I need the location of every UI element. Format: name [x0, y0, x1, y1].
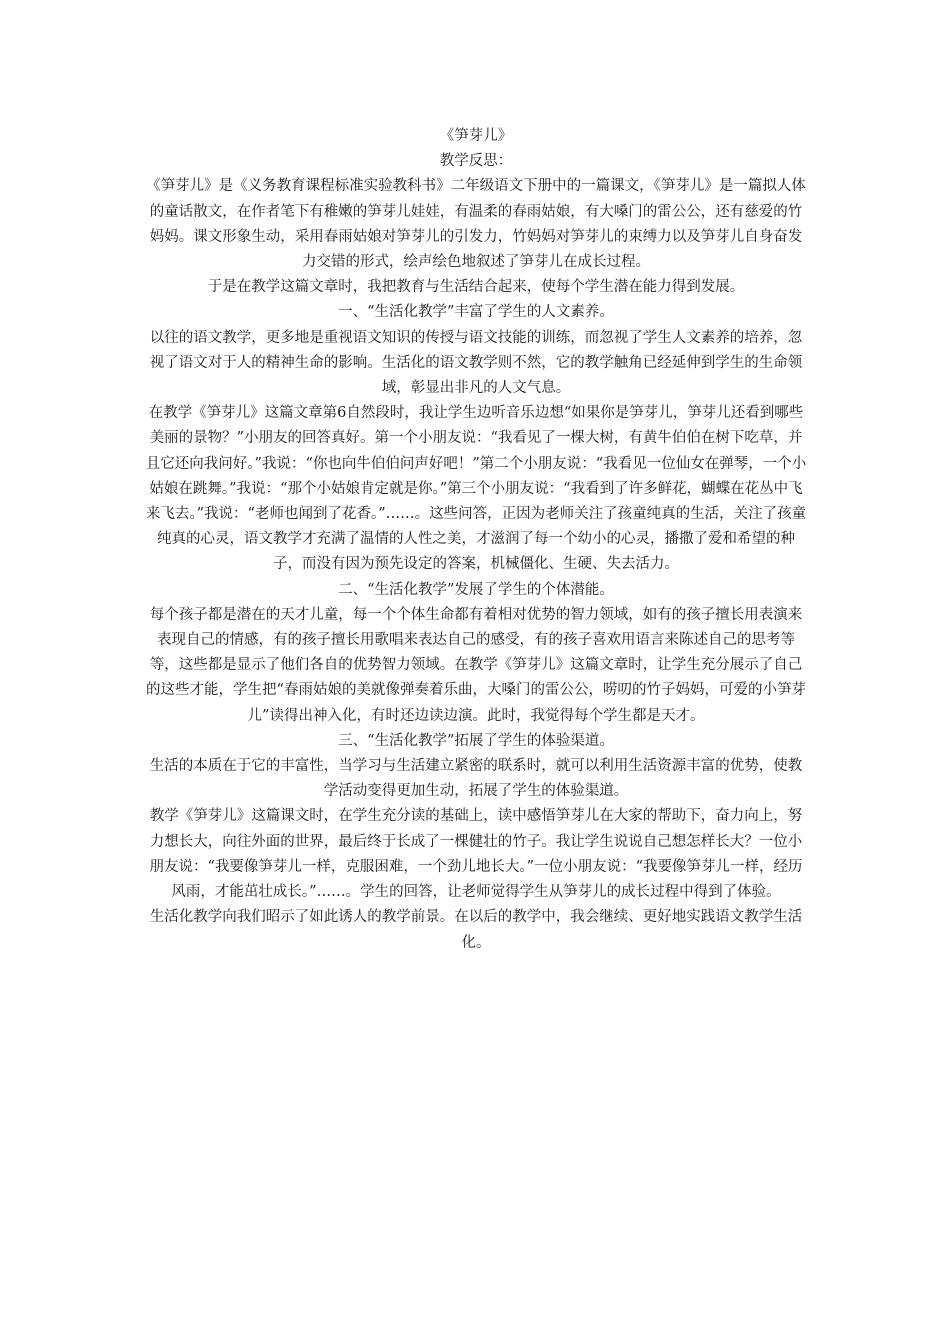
section-1-paragraph-1: 以往的语文教学，更多地是重视语文知识的传授与语文技能的训练，而忽视了学生人文素养的培养，忽视了语文对于人的精神生命的影响。生活化的语文教学则不然，它的教学触角已经延伸到学生的生命领域，彰显出非凡的人文气息。 — [149, 329, 803, 397]
document-subtitle: 教学反思： — [439, 153, 513, 170]
section-3-heading: 三、“生活化教学”拓展了学生的体验渠道。 — [338, 732, 614, 749]
intro-paragraph: 《笋芽儿》是《义务教育课程标准实验教科书》二年级语文下册中的一篇课文，《笋芽儿》是一篇拟人体的童话散文，在作者笔下有稚嫩的笋芽儿娃娃，有温柔的春雨姑娘，有大嗓门的雷公公，还有慈爱的竹妈妈。课文形象生动，采用春雨姑娘对笋芽儿的引发力，竹妈妈对笋芽儿的束缚力以及笋芽儿自身奋发力交错的形式，绘声绘色地叙述了笋芽儿在成长过程。 — [146, 178, 806, 271]
section-3-paragraph-2: 教学《笋芽儿》这篇课文时，在学生充分读的基础上，读中感悟笋芽儿在大家的帮助下，奋力向上，努力想长大，向往外面的世界，最后终于长成了一棵健壮的竹子。我让学生说说自己想怎样长大？一位小朋友说：“我要像笋芽儿一样，克服困难，一个劲儿地长大。”一位小朋友说：“我要像笋芽儿一样，经历风雨，才能茁壮成长。”……。学生的回答，让老师觉得学生从笋芽儿的成长过程中得到了体验。 — [149, 808, 803, 901]
section-2-heading: 二、“生活化教学”发展了学生的个体潜能。 — [338, 581, 614, 598]
section-3-paragraph-1: 生活的本质在于它的丰富性，当学习与生活建立紧密的联系时，就可以利用生活资源丰富的优势，使教学活动变得更加生动，拓展了学生的体验渠道。 — [149, 758, 803, 800]
section-1-heading: 一、“生活化教学”丰富了学生的人文素养。 — [338, 304, 614, 321]
section-1-paragraph-2: 在教学《笋芽儿》这篇文章第6自然段时，我让学生边听音乐边想“如果你是笋芽儿，笋芽儿还看到哪些美丽的景物？”小朋友的回答真好。第一个小朋友说：“我看见了一棵大树，有黄牛伯伯在树下吃草，并且它还向我问好。”我说：“你也向牛伯伯问声好吧！”第二个小朋友说：“我看见一位仙女在弹琴，一个小姑娘在跳舞。”我说：“那个小姑娘肯定就是你。”第三个小朋友说：“我看到了许多鲜花，蝴蝶在花丛中飞来飞去。”我说：“老师也闻到了花香。”……。这些问答，正因为老师关注了孩童纯真的生活，关注了孩童纯真的心灵，语文教学才充满了温情的人性之美，才滋润了每一个幼小的心灵，播撒了爱和希望的种子，而没有因为预先设定的答案，机械僵化、生硬、失去活力。 — [145, 405, 807, 573]
conclusion-paragraph: 生活化教学向我们昭示了如此诱人的教学前景。在以后的教学中，我会继续、更好地实践语文教学生活化。 — [149, 909, 803, 951]
section-2-paragraph-1: 每个孩子都是潜在的天才儿童，每一个个体生命都有着相对优势的智力领域，如有的孩子擅长用表演来表现自己的情感，有的孩子擅长用歌唱来表达自己的感受，有的孩子喜欢用语言来陈述自己的思考等等，这些都是显示了他们各自的优势智力领域。在教学《笋芽儿》这篇文章时，让学生充分展示了自己的这些才能，学生把“春雨姑娘的美就像弹奏着乐曲，大嗓门的雷公公，唠叨的竹子妈妈，可爱的小笋芽儿”读得出神入化，有时还边读边演。此时，我觉得每个学生都是天才。 — [146, 606, 806, 724]
document-page — [144, 124, 808, 956]
document-title: 《笋芽儿》 — [439, 128, 513, 144]
transition-paragraph: 于是在教学这篇文章时，我把教育与生活结合起来，使每个学生潜在能力得到发展。 — [207, 279, 745, 296]
